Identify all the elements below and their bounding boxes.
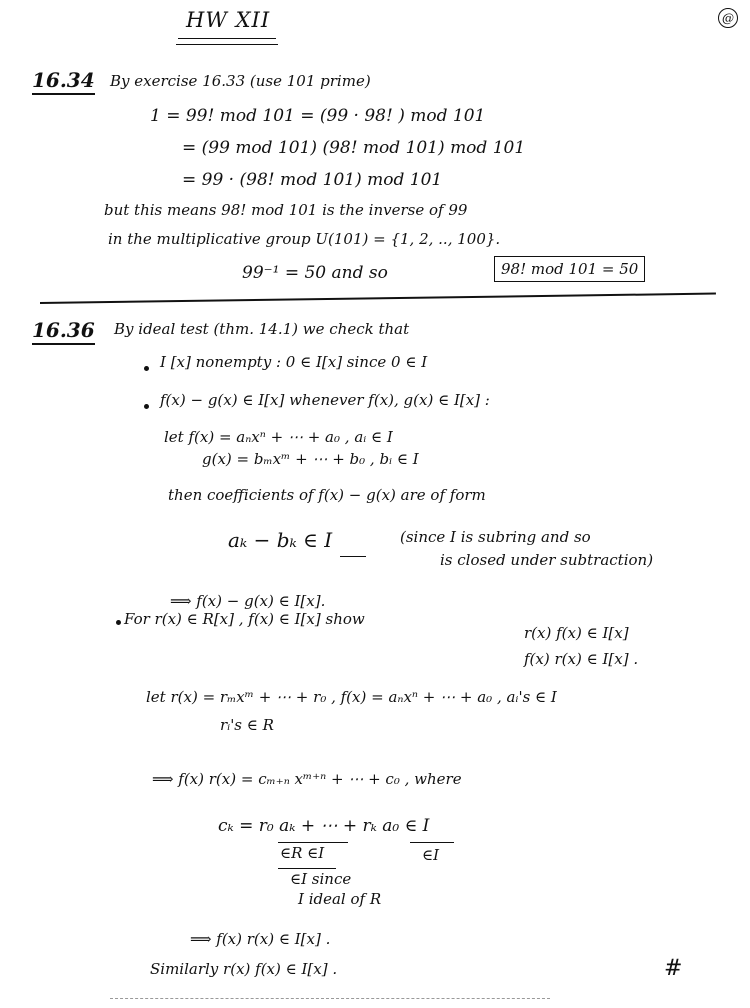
- p1636-line-7: aₖ − bₖ ∈ I: [228, 528, 333, 552]
- p1636-line-1: By ideal test (thm. 14.1) we check that: [114, 320, 410, 338]
- p1636-line-21: I ideal of R: [298, 890, 382, 908]
- p1636-line-15: rᵢ's ∈ R: [220, 716, 274, 734]
- bullet-3: [116, 620, 121, 625]
- p1636-line-6: then coefficients of f(x) − g(x) are of form: [168, 486, 486, 504]
- underline-rk-a0: [410, 842, 454, 843]
- p1636-line-8: (since I is subring and so: [400, 528, 591, 546]
- p1634-line-7: 99⁻¹ = 50 and so: [242, 263, 388, 283]
- problem-number-16-36: 16.36: [32, 318, 95, 345]
- p1636-line-11: For r(x) ∈ R[x] , f(x) ∈ I[x] show: [124, 610, 365, 628]
- p1636-line-5: g(x) = bₘxᵐ + ⋯ + b₀ , bᵢ ∈ I: [202, 450, 419, 468]
- page-title: HW XII: [186, 8, 271, 32]
- p1636-line-16: ⟹ f(x) r(x) = cₘ₊ₙ xᵐ⁺ⁿ + ⋯ + c₀ , where: [152, 770, 462, 788]
- page-bottom-edge: [110, 998, 550, 1000]
- p1636-line-10: ⟹ f(x) − g(x) ∈ I[x].: [170, 592, 326, 610]
- section-divider: [40, 293, 716, 304]
- p1636-line-12: r(x) f(x) ∈ I[x]: [524, 624, 629, 642]
- p1636-line-9: is closed under subtraction): [440, 551, 654, 569]
- p1636-line-17: cₖ = r₀ aₖ + ⋯ + rₖ a₀ ∈ I: [218, 816, 430, 836]
- bullet-2: [144, 404, 149, 409]
- p1636-line-14: let r(x) = rₘxᵐ + ⋯ + r₀ , f(x) = aₙxⁿ + ⋯ + a₀ , aᵢ's ∈ I: [146, 688, 557, 706]
- p1634-line-2: 1 = 99! mod 101 = (99 · 98! ) mod 101: [150, 106, 486, 126]
- end-of-proof-mark: #: [664, 956, 683, 981]
- p1634-line-5: but this means 98! mod 101 is the inverse of 99: [104, 201, 468, 219]
- underline-r0-ak: [278, 842, 348, 843]
- p1636-line-18: ∈R ∈I: [280, 844, 325, 862]
- p1636-line-20: ∈I since: [290, 870, 352, 888]
- p1636-line-4: let f(x) = aₙxⁿ + ⋯ + a₀ , aᵢ ∈ I: [164, 428, 393, 446]
- bullet-1: [144, 366, 149, 371]
- p1636-line-19: ∈I: [422, 846, 440, 864]
- p1636-line-22: ⟹ f(x) r(x) ∈ I[x] .: [190, 930, 331, 948]
- underline-product: [278, 868, 336, 869]
- problem-number-16-34: 16.34: [32, 68, 95, 95]
- p1636-line-23: Similarly r(x) f(x) ∈ I[x] .: [150, 960, 338, 978]
- p1634-line-4: = 99 · (98! mod 101) mod 101: [182, 170, 443, 190]
- p1636-line-2: I [x] nonempty : 0 ∈ I[x] since 0 ∈ I: [160, 353, 428, 371]
- p1634-line-3: = (99 mod 101) (98! mod 101) mod 101: [182, 138, 526, 158]
- p1636-line-13: f(x) r(x) ∈ I[x] .: [524, 650, 639, 668]
- title-double-underline: [176, 44, 278, 45]
- title-underline: [178, 38, 276, 39]
- page-mark-circle: @: [718, 8, 738, 28]
- underline-in-i: [340, 556, 366, 557]
- p1634-line-6: in the multiplicative group U(101) = {1, 2, .., 100}.: [108, 230, 501, 248]
- p1636-line-3: f(x) − g(x) ∈ I[x] whenever f(x), g(x) ∈ I[x] :: [160, 391, 490, 409]
- answer-box: 98! mod 101 = 50: [494, 256, 645, 282]
- p1634-line-1: By exercise 16.33 (use 101 prime): [110, 72, 371, 90]
